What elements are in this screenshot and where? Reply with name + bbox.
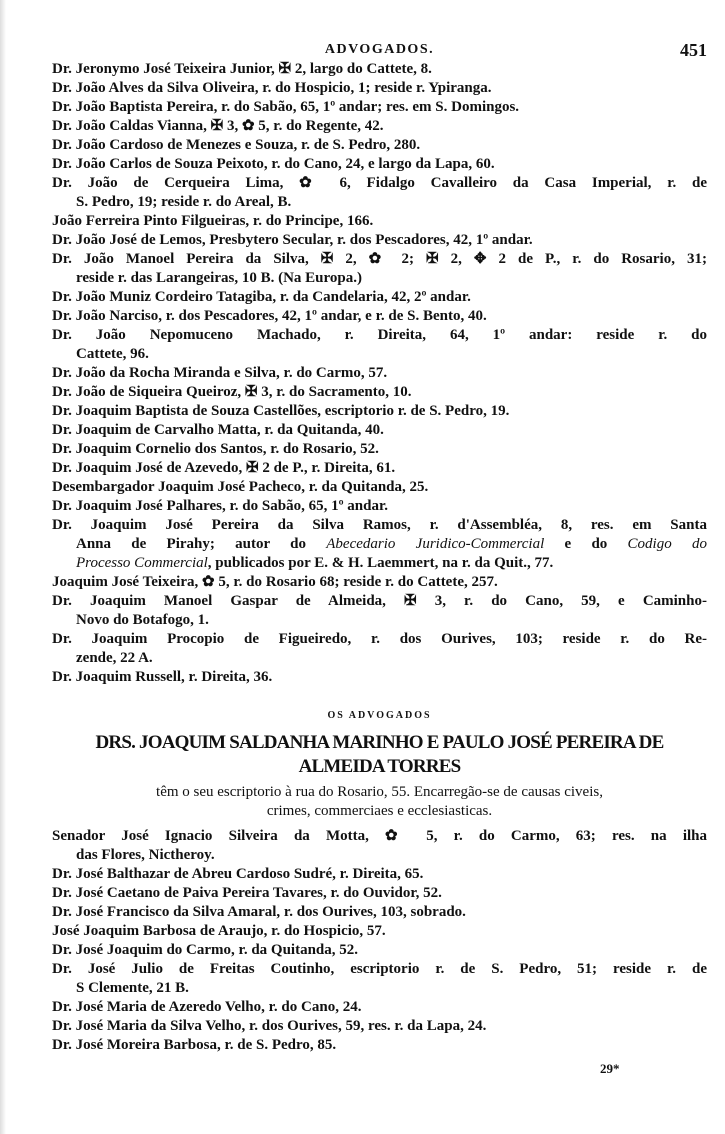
list-item (52, 1036, 707, 1055)
running-header: ADVOGADOS. (324, 42, 435, 57)
entry-line: Dr. José Maria da Silva Velho, r. dos Ourives, 59, res. r. da Lapa, 24. (52, 1018, 487, 1034)
entry-line: Dr. José Balthazar de Abreu Cardoso Sudré, r. Direita, 65. (52, 866, 424, 882)
list-item (52, 827, 707, 865)
list-item (52, 998, 707, 1017)
entry-line: Cattete, 96. (76, 346, 149, 362)
list-item (52, 98, 707, 117)
entry-line: Dr. Jeronymo José Teixeira Junior, ✠ 2, largo do Cattete, 8. (52, 61, 432, 77)
list-item (52, 60, 707, 79)
entry-line: zende, 22 A. (76, 650, 153, 666)
list-item (52, 326, 707, 364)
entry-line: Dr. Joaquim de Carvalho Matta, r. da Quitanda, 40. (52, 422, 384, 438)
entry-line: reside r. das Larangeiras, 10 B. (Na Europa.) (76, 270, 362, 286)
list-item (52, 231, 707, 250)
entry-line: Dr. João Muniz Cordeiro Tatagiba, r. da Candelaria, 42, 2º andar. (52, 289, 471, 305)
book-title: Processo Commercial (76, 555, 208, 571)
notice-body (52, 783, 707, 821)
entry-line: Dr. João Alves da Silva Oliveira, r. do Hospicio, 1; reside r. Ypiranga. (52, 80, 492, 96)
entry-line: S. Pedro, 19; reside r. do Areal, B. (76, 194, 292, 210)
list-item (52, 573, 707, 592)
list-item (52, 421, 707, 440)
list-item (52, 922, 707, 941)
list-item (52, 941, 707, 960)
entry-line: Dr. João Narciso, r. dos Pescadores, 42, 1º andar, e r. de S. Bento, 40. (52, 308, 487, 324)
entry-line: Dr. João de Cerqueira Lima, ✿ 6, Fidalgo Cavalleiro da Casa Imperial, r. de (52, 175, 707, 191)
notice-line-2: crimes, commerciaes e ecclesiasticas. (266, 803, 493, 819)
entry-line: Dr. João da Rocha Miranda e Silva, r. do Carmo, 57. (52, 365, 388, 381)
entry-line: Dr. João Baptista Pereira, r. do Sabão, 65, 1º andar; res. em S. Domingos. (52, 99, 520, 115)
entry-line: Dr. Joaquim José Palhares, r. do Sabão, 65, 1º andar. (52, 498, 388, 514)
list-item (52, 174, 707, 212)
entry-line: Dr. João de Siqueira Queiroz, ✠ 3, r. do Sacramento, 10. (52, 384, 412, 400)
list-item (52, 136, 707, 155)
entry-line: Dr. José Moreira Barbosa, r. de S. Pedro, 85. (52, 1037, 337, 1053)
entry-text: e do (544, 536, 628, 552)
book-title: Abecedario Juridico-Commercial (326, 536, 545, 552)
entry-line: Dr. João Carlos de Souza Peixoto, r. do Cano, 24, e largo da Lapa, 60. (52, 156, 495, 172)
list-item (52, 865, 707, 884)
entry-line: Dr. Joaquim Procopio de Figueiredo, r. dos Ourives, 103; reside r. do Re- (52, 631, 707, 647)
list-item (52, 497, 707, 516)
list-item (52, 668, 707, 687)
entry-line: Dr. Joaquim José Pereira da Silva Ramos, r. d'Assembléa, 8, res. em Santa (52, 517, 707, 533)
entry-line: Joaquim José Teixeira, ✿ 5, r. do Rosario 68; reside r. do Cattete, 257. (52, 574, 498, 590)
entry-line: Dr. Joaquim Baptista de Souza Castellões, escriptorio r. de S. Pedro, 19. (52, 403, 510, 419)
list-item (52, 884, 707, 903)
signature-mark: 29* (600, 1061, 620, 1076)
list-item (52, 516, 707, 573)
list-item (52, 250, 707, 288)
list-item (52, 440, 707, 459)
list-item (52, 79, 707, 98)
entry-text: , publicados por E. & H. Laemmert, na r. da Quit., 77. (207, 555, 554, 571)
entry-line: Dr. José Francisco da Silva Amaral, r. dos Ourives, 103, sobrado. (52, 904, 466, 920)
header-row (52, 40, 707, 60)
list-item (52, 960, 707, 998)
page-number: 451 (680, 40, 707, 60)
entry-line: das Flores, Nictheroy. (76, 847, 215, 863)
entry-line: Senador José Ignacio Silveira da Motta, ✿ 5, r. do Carmo, 63; res. na ilha (52, 828, 707, 844)
notice-line-1: têm o seu escriptorio à rua do Rosario, 55. Encarregão-se de causas civeis, (156, 784, 603, 800)
list-item (52, 592, 707, 630)
list-item (52, 288, 707, 307)
list-item (52, 383, 707, 402)
list-item (52, 402, 707, 421)
entry-line: S Clemente, 21 B. (76, 980, 189, 996)
entry-line: Dr. Joaquim Cornelio dos Santos, r. do Rosario, 52. (52, 441, 379, 457)
list-item (52, 1017, 707, 1036)
list-item (52, 630, 707, 668)
entry-line: Dr. José Julio de Freitas Coutinho, escriptorio r. de S. Pedro, 51; reside r. de (52, 961, 707, 977)
entry-line: Dr. Joaquim José de Azevedo, ✠ 2 de P., r. Direita, 61. (52, 460, 396, 476)
list-item (52, 459, 707, 478)
entry-line: Dr. José Maria de Azeredo Velho, r. do Cano, 24. (52, 999, 362, 1015)
list-item (52, 903, 707, 922)
entry-line: Dr. Joaquim Russell, r. Direita, 36. (52, 669, 273, 685)
entry-text: Anna de Pirahy; autor do (76, 536, 327, 552)
entry-line: Dr. Joaquim Manoel Gaspar de Almeida, ✠ 3, r. do Cano, 59, e Caminho- (52, 593, 707, 609)
notice-names: DRS. JOAQUIM SALDANHA MARINHO E PAULO JOSÉ PEREIRA DE ALMEIDA TORRES (95, 732, 664, 777)
list-item (52, 155, 707, 174)
entry-line: Novo do Botafogo, 1. (76, 612, 209, 628)
book-title: Codigo do (627, 536, 707, 552)
scan-edge-shadow (0, 0, 6, 1134)
list-item (52, 212, 707, 231)
entry-line (52, 535, 707, 554)
entry-line: Dr. João José de Lemos, Presbytero Secular, r. dos Pescadores, 42, 1º andar. (52, 232, 533, 248)
entry-line: Dr. José Caetano de Paiva Pereira Tavares, r. do Ouvidor, 52. (52, 885, 442, 901)
entry-line: José Joaquim Barbosa de Araujo, r. do Hospicio, 57. (52, 923, 386, 939)
lawyer-list-1 (52, 60, 707, 687)
entry-line: Dr. João Cardoso de Menezes e Souza, r. de S. Pedro, 280. (52, 137, 421, 153)
entry-line: Dr. José Joaquim do Carmo, r. da Quitanda, 52. (52, 942, 359, 958)
entry-line: Dr. João Nepomuceno Machado, r. Direita, 64, 1º andar: reside r. do (52, 327, 707, 343)
list-item (52, 307, 707, 326)
list-item (52, 117, 707, 136)
entry-line (52, 554, 707, 573)
list-item (52, 364, 707, 383)
list-item (52, 478, 707, 497)
entry-line: Desembargador Joaquim José Pacheco, r. da Quitanda, 25. (52, 479, 429, 495)
entry-line: Dr. João Caldas Vianna, ✠ 3, ✿ 5, r. do Regente, 42. (52, 118, 384, 134)
lawyer-list-2 (52, 827, 707, 1055)
entry-line: João Ferreira Pinto Filgueiras, r. do Principe, 166. (52, 213, 374, 229)
notice-kicker: OS ADVOGADOS (327, 710, 432, 721)
page-column (52, 40, 707, 1077)
entry-line: Dr. João Manoel Pereira da Silva, ✠ 2, ✿ 2; ✠ 2, ✥ 2 de P., r. do Rosario, 31; (52, 251, 707, 267)
